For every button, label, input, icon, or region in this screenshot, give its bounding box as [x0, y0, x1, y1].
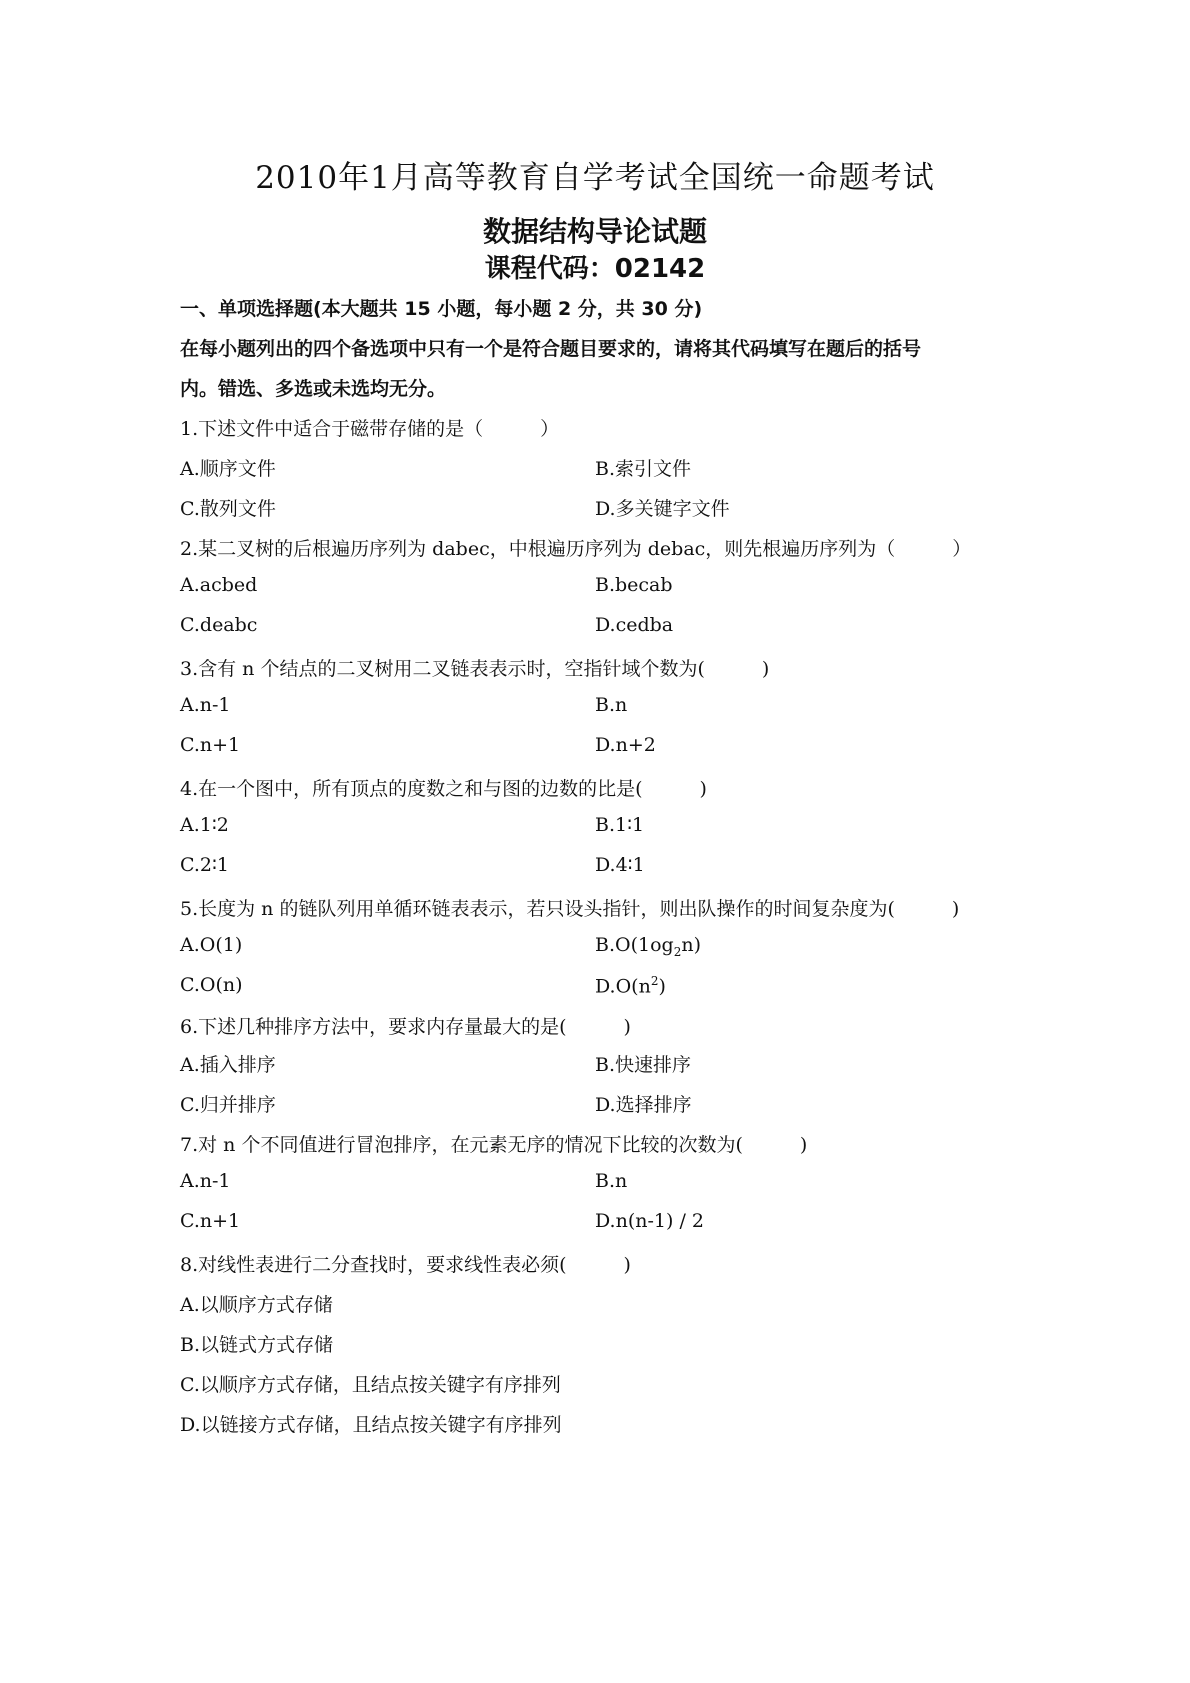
option-b: B.以链式方式存储: [180, 1334, 334, 1356]
question-stem: 7.对 n 个不同值进行冒泡排序，在元素无序的情况下比较的次数为( ): [180, 1134, 808, 1156]
option-a: A.1∶2: [180, 814, 229, 836]
option-a: A.顺序文件: [180, 458, 276, 480]
option-a: A.acbed: [180, 574, 258, 596]
question-stem: 1.下述文件中适合于磁带存储的是（ ）: [180, 418, 560, 440]
option-d-post: ): [658, 975, 666, 998]
option-d: D.4∶1: [595, 854, 645, 876]
option-b-post: n): [681, 934, 701, 956]
question-stem: 4.在一个图中，所有顶点的度数之和与图的边数的比是( ): [180, 778, 707, 800]
section-instruction-line1: 在每小题列出的四个备选项中只有一个是符合题目要求的，请将其代码填写在题后的括号: [180, 338, 922, 360]
course-code: 课程代码：02142: [484, 254, 706, 284]
section-instruction-line2: 内。错选、多选或未选均无分。: [180, 378, 447, 400]
option-d: D.cedba: [595, 614, 674, 636]
option-c: C.2∶1: [180, 854, 230, 876]
option-b: B.becab: [595, 574, 673, 596]
option-b: B.n: [595, 1170, 628, 1192]
option-d: D.以链接方式存储，且结点按关键字有序排列: [180, 1414, 562, 1436]
option-c: C.归并排序: [180, 1094, 276, 1116]
option-c: C.n+1: [180, 1210, 241, 1232]
exam-title: 2010年1月高等教育自学考试全国统一命题考试: [255, 160, 935, 196]
option-c: C.以顺序方式存储，且结点按关键字有序排列: [180, 1374, 561, 1396]
question-stem: 8.对线性表进行二分查找时，要求线性表必须( ): [180, 1254, 631, 1276]
option-d: [595, 974, 666, 997]
option-a: A.n-1: [180, 1170, 231, 1192]
question-stem: 3.含有 n 个结点的二叉树用二叉链表表示时，空指针域个数为( ): [180, 658, 770, 680]
option-b: [595, 934, 701, 959]
option-d: D.n(n-1) / 2: [595, 1210, 704, 1232]
log-base-subscript: 2: [673, 944, 682, 959]
option-a: A.插入排序: [180, 1054, 276, 1076]
option-a: A.n-1: [180, 694, 231, 716]
option-b: B.快速排序: [595, 1054, 692, 1076]
question-stem: 5.长度为 n 的链队列用单循环链表表示，若只设头指针，则出队操作的时间复杂度为( ): [180, 898, 960, 920]
option-d-pre: D.O(n: [595, 975, 651, 998]
option-c: C.n+1: [180, 734, 241, 756]
exponent-superscript: 2: [650, 974, 659, 988]
option-b: B.1∶1: [595, 814, 645, 836]
subject-title: 数据结构导论试题: [482, 215, 707, 248]
option-d: D.选择排序: [595, 1094, 692, 1116]
option-a: A.O(1): [180, 934, 243, 956]
option-c: C.deabc: [180, 614, 258, 636]
option-c: C.O(n): [180, 974, 243, 996]
option-b: B.n: [595, 694, 628, 716]
question-stem: 6.下述几种排序方法中，要求内存量最大的是( ): [180, 1016, 631, 1038]
option-d: D.多关键字文件: [595, 498, 730, 520]
option-b: B.索引文件: [595, 458, 692, 480]
option-b-pre: B.O(1og: [595, 934, 674, 956]
option-c: C.散列文件: [180, 498, 276, 520]
question-stem: 2.某二叉树的后根遍历序列为 dabec，中根遍历序列为 debac，则先根遍历序列为（ ）: [180, 538, 972, 560]
option-d: D.n+2: [595, 734, 656, 756]
section-heading: 一、单项选择题(本大题共 15 小题，每小题 2 分，共 30 分): [180, 298, 703, 320]
option-a: A.以顺序方式存储: [180, 1294, 333, 1316]
